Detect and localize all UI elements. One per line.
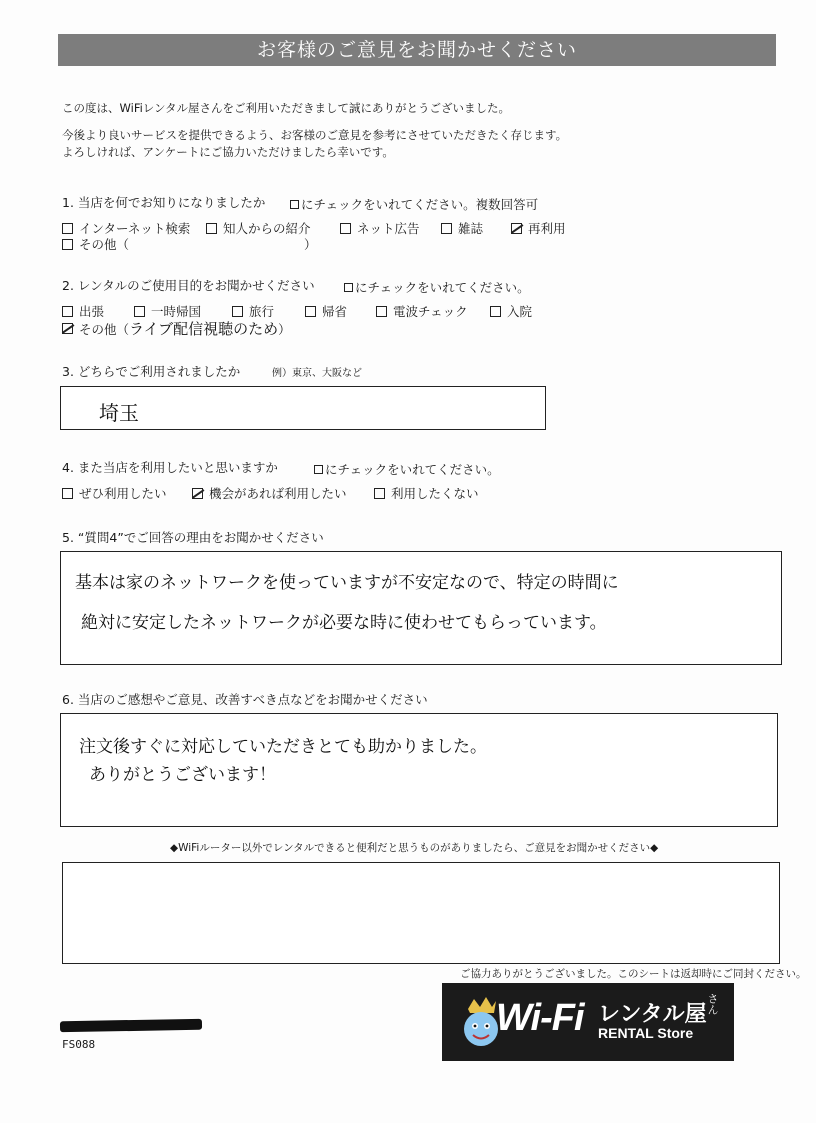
intro-line-1: この度は、WiFiレンタル屋さんをご利用いただきまして誠にありがとうございました。 xyxy=(62,101,511,115)
q5-handwritten-line-2: 絶対に安定したネットワークが必要な時に使わせてもらっています。 xyxy=(81,613,607,633)
intro-line-3: よろしければ、アンケートにご協力いただけましたら幸いです。 xyxy=(62,145,394,159)
question-1-multiple-note: 複数回答可 xyxy=(475,197,539,212)
form-code: FS088 xyxy=(62,1038,96,1051)
q6-answer-field[interactable] xyxy=(60,713,778,827)
q1-option-reuse[interactable] xyxy=(511,219,566,237)
checkbox-checked-icon[interactable] xyxy=(62,323,73,334)
page-title: お客様のご意見をお聞かせください xyxy=(58,34,776,66)
q4-option-definitely[interactable] xyxy=(62,484,167,502)
q1-option-magazine[interactable] xyxy=(441,219,483,237)
q2-other-handwritten-answer: ライブ配信視聴のため xyxy=(129,320,279,338)
checkbox-icon[interactable] xyxy=(490,306,501,317)
question-4-note-text: にチェックをいれてください。 xyxy=(325,462,500,477)
checkbox-checked-icon[interactable] xyxy=(511,223,522,234)
option-label: その他（ xyxy=(79,321,130,337)
option-close-paren: ） xyxy=(278,321,291,337)
logo-rental-text: レンタル屋 xyxy=(598,1002,707,1027)
q2-option-hospital[interactable] xyxy=(490,302,532,320)
q3-answer-field[interactable] xyxy=(60,386,546,430)
checkbox-icon[interactable] xyxy=(62,488,73,499)
question-1-note xyxy=(286,195,538,213)
checkbox-legend-icon xyxy=(344,283,353,292)
question-2-label: 2. レンタルのご使用目的をお聞かせください xyxy=(62,278,315,293)
extra-question-label: ◆WiFiルーター以外でレンタルできると便利だと思うものがありましたら、ご意見をお聞かせください◆ xyxy=(170,842,659,854)
extra-answer-field[interactable] xyxy=(62,862,780,964)
option-label: インターネット検索 xyxy=(79,221,191,236)
q2-option-signal-check[interactable] xyxy=(376,302,468,320)
option-label: ネット広告 xyxy=(357,221,420,236)
question-6-label: 6. 当店のご感想やご意見、改善すべき点などをお聞かせください xyxy=(62,692,428,707)
checkbox-checked-icon[interactable] xyxy=(192,488,203,499)
checkbox-icon[interactable] xyxy=(374,488,385,499)
checkbox-legend-icon xyxy=(314,465,323,474)
option-label: 電波チェック xyxy=(393,304,468,319)
footer-thanks: ご協力ありがとうございました。このシートは返却時にご同封ください。 xyxy=(460,968,807,980)
checkbox-legend-icon xyxy=(290,200,299,209)
checkbox-icon[interactable] xyxy=(134,306,145,317)
option-label: その他（ xyxy=(79,237,130,252)
question-2-note xyxy=(340,278,530,296)
question-2-note-text: にチェックをいれてください。 xyxy=(355,280,530,295)
logo-store-text: RENTAL Store xyxy=(598,1025,694,1041)
q3-handwritten-answer: 埼玉 xyxy=(99,401,139,425)
option-label: 雑誌 xyxy=(458,221,484,236)
q6-handwritten-line-1: 注文後すぐに対応していただきとても助かりました。 xyxy=(79,737,487,757)
question-1-label: 1. 当店を何でお知りになりましたか xyxy=(62,195,266,210)
option-label: 知人からの紹介 xyxy=(223,221,311,236)
question-4-note xyxy=(310,460,500,478)
q5-answer-field[interactable] xyxy=(60,551,782,665)
wifi-rental-logo xyxy=(442,983,734,1061)
logo-wifi-text: Wi-Fi xyxy=(496,997,584,1039)
q2-option-other[interactable] xyxy=(62,318,291,339)
redacted-number xyxy=(60,1019,202,1032)
question-4-label: 4. また当店を利用したいと思いますか xyxy=(62,460,278,475)
q1-option-other[interactable] xyxy=(62,235,317,253)
checkbox-icon[interactable] xyxy=(62,239,73,250)
option-label: 一時帰国 xyxy=(151,304,202,319)
option-label: 機会があれば利用したい xyxy=(209,486,347,501)
option-label: 利用したくない xyxy=(391,486,479,501)
question-1-note-text: にチェックをいれてください。 xyxy=(301,197,476,212)
checkbox-icon[interactable] xyxy=(206,223,217,234)
logo-san-text: さん xyxy=(706,993,719,1015)
option-label: 旅行 xyxy=(249,304,275,319)
option-label: 入院 xyxy=(507,304,533,319)
q4-option-no[interactable] xyxy=(374,484,479,502)
q5-handwritten-line-1: 基本は家のネットワークを使っていますが不安定なので、特定の時間に xyxy=(75,573,619,593)
checkbox-icon[interactable] xyxy=(340,223,351,234)
checkbox-icon[interactable] xyxy=(62,306,73,317)
option-close-paren: ） xyxy=(304,237,317,252)
checkbox-icon[interactable] xyxy=(441,223,452,234)
checkbox-icon[interactable] xyxy=(305,306,316,317)
question-3-example: 例）東京、大阪など xyxy=(272,368,362,379)
question-5-label: 5. “質問4”でご回答の理由をお聞かせください xyxy=(62,530,324,545)
q2-option-visit-home[interactable] xyxy=(305,302,347,320)
checkbox-icon[interactable] xyxy=(376,306,387,317)
q6-handwritten-line-2: ありがとうございます！ xyxy=(89,765,276,785)
checkbox-icon[interactable] xyxy=(62,223,73,234)
option-label: ぜひ利用したい xyxy=(79,486,167,501)
option-label: 出張 xyxy=(79,304,105,319)
q4-option-if-chance[interactable] xyxy=(192,484,347,502)
option-label: 再利用 xyxy=(528,221,566,236)
option-label: 帰省 xyxy=(322,304,348,319)
question-3-label: 3. どちらでご利用されましたか xyxy=(62,364,241,379)
checkbox-icon[interactable] xyxy=(232,306,243,317)
intro-line-2: 今後より良いサービスを提供できるよう、お客様のご意見を参考にさせていただきたく存じます。 xyxy=(62,128,568,142)
q1-option-net-ad[interactable] xyxy=(340,219,420,237)
